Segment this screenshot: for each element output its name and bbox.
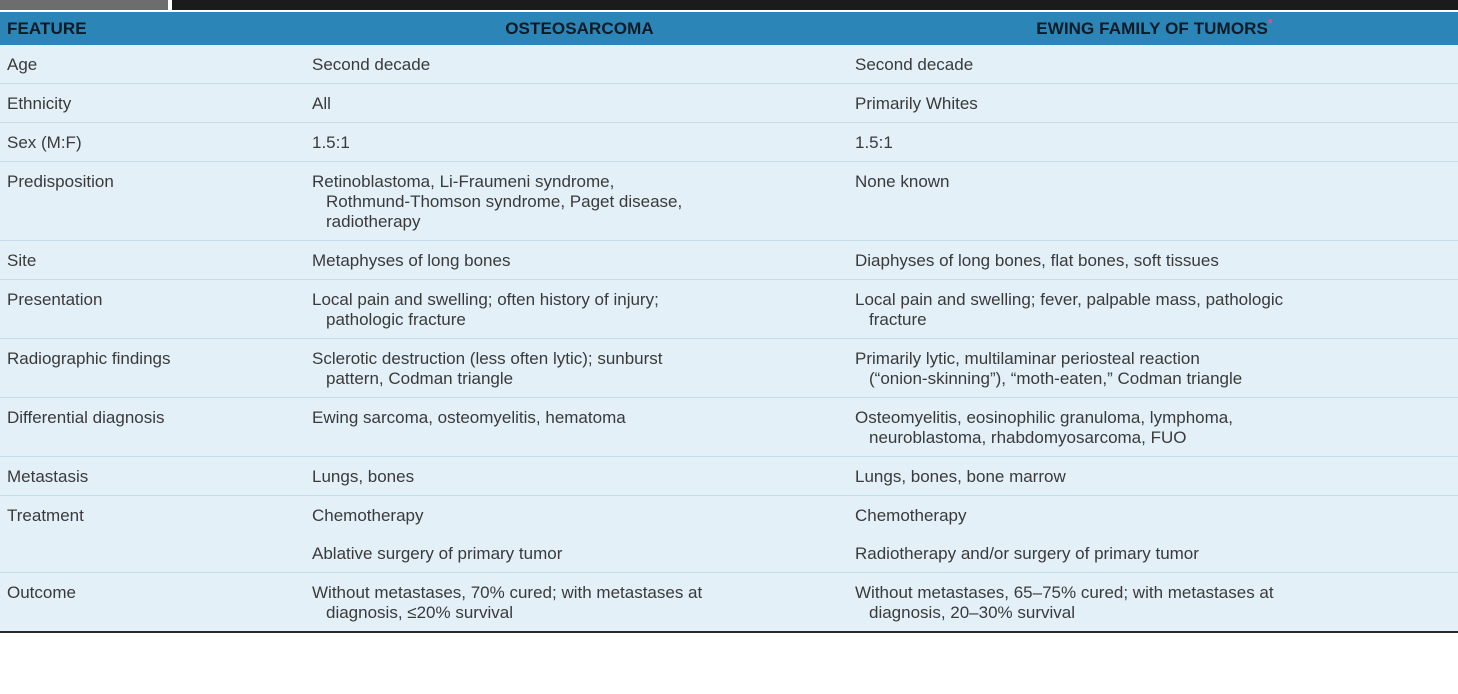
cell-text-line: pathologic fracture — [326, 310, 466, 329]
header-feature: FEATURE — [0, 12, 308, 45]
feature-cell — [0, 84, 308, 123]
osteosarcoma-cell — [308, 398, 851, 457]
feature-label: Treatment — [7, 506, 84, 525]
osteosarcoma-cell — [308, 457, 851, 496]
feature-cell — [0, 398, 308, 457]
ewing-cell — [851, 496, 1458, 535]
top-bar — [0, 0, 1458, 10]
feature-cell — [0, 123, 308, 162]
ewing-cell — [851, 84, 1458, 123]
header-row — [0, 12, 1458, 45]
ewing-cell — [851, 534, 1458, 573]
osteosarcoma-cell — [308, 123, 851, 162]
osteosarcoma-cell — [308, 573, 851, 633]
table-body — [0, 45, 1458, 632]
feature-cell — [0, 457, 308, 496]
cell-text-line: Chemotherapy — [312, 506, 424, 525]
feature-cell — [0, 573, 308, 633]
top-bar-tab — [0, 0, 172, 10]
ewing-cell — [851, 280, 1458, 339]
cell-text-line: All — [312, 94, 331, 113]
cell-text-line: Ablative surgery of primary tumor — [312, 544, 563, 563]
comparison-table — [0, 12, 1458, 633]
cell-text-line: None known — [855, 172, 950, 191]
feature-cell — [0, 45, 308, 84]
ewing-cell — [851, 457, 1458, 496]
table-row — [0, 280, 1458, 339]
table-row — [0, 573, 1458, 633]
feature-cell — [0, 339, 308, 398]
feature-label: Age — [7, 55, 38, 74]
table-row — [0, 123, 1458, 162]
cell-text-line: fracture — [869, 310, 927, 329]
table-row — [0, 84, 1458, 123]
feature-label: Sex (M:F) — [7, 133, 82, 152]
table-row — [0, 496, 1458, 535]
cell-text-line: Sclerotic destruction (less often lytic); sunburst — [312, 349, 663, 368]
cell-text-line: Chemotherapy — [855, 506, 967, 525]
ewing-cell — [851, 241, 1458, 280]
osteosarcoma-cell — [308, 45, 851, 84]
cell-text-line: 1.5:1 — [855, 133, 893, 152]
cell-text-line: 1.5:1 — [312, 133, 350, 152]
footnote-marker: * — [1267, 15, 1273, 30]
table-row — [0, 162, 1458, 241]
cell-text-line: Without metastases, 70% cured; with metastases at — [312, 583, 703, 602]
cell-text-line: Osteomyelitis, eosinophilic granuloma, lymphoma, — [855, 408, 1233, 427]
cell-text-line: radiotherapy — [326, 212, 421, 231]
feature-cell — [0, 534, 308, 573]
ewing-cell — [851, 123, 1458, 162]
table-row — [0, 241, 1458, 280]
cell-text-line: (“onion-skinning”), “moth-eaten,” Codman triangle — [869, 369, 1243, 388]
cell-text-line: Lungs, bones — [312, 467, 415, 486]
cell-text-line: Lungs, bones, bone marrow — [855, 467, 1066, 486]
ewing-cell — [851, 398, 1458, 457]
feature-label: Metastasis — [7, 467, 89, 486]
feature-label: Differential diagnosis — [7, 408, 165, 427]
cell-text-line: Retinoblastoma, Li-Fraumeni syndrome, — [312, 172, 615, 191]
cell-text-line: Without metastases, 65–75% cured; with metastases at — [855, 583, 1274, 602]
table-row — [0, 45, 1458, 84]
table-row — [0, 457, 1458, 496]
cell-text-line: Ewing sarcoma, osteomyelitis, hematoma — [312, 408, 626, 427]
feature-cell — [0, 280, 308, 339]
cell-text-line: Second decade — [855, 55, 974, 74]
table-row — [0, 398, 1458, 457]
feature-cell — [0, 496, 308, 535]
header-ewing-label: EWING FAMILY OF TUMORS — [1036, 18, 1268, 38]
cell-text-line: Local pain and swelling; often history of injury; — [312, 290, 659, 309]
cell-text-line: Rothmund-Thomson syndrome, Paget disease, — [326, 192, 683, 211]
osteosarcoma-cell — [308, 339, 851, 398]
ewing-cell — [851, 162, 1458, 241]
cell-text-line: Second decade — [312, 55, 431, 74]
osteosarcoma-cell — [308, 84, 851, 123]
header-ewing — [851, 12, 1458, 45]
cell-text-line: pattern, Codman triangle — [326, 369, 514, 388]
feature-label: Presentation — [7, 290, 103, 309]
osteosarcoma-cell — [308, 162, 851, 241]
cell-text-line: neuroblastoma, rhabdomyosarcoma, FUO — [869, 428, 1187, 447]
ewing-cell — [851, 339, 1458, 398]
ewing-cell — [851, 573, 1458, 633]
header-osteosarcoma: OSTEOSARCOMA — [308, 12, 851, 45]
osteosarcoma-cell — [308, 241, 851, 280]
ewing-cell — [851, 45, 1458, 84]
osteosarcoma-cell — [308, 496, 851, 535]
feature-label: Predisposition — [7, 172, 114, 191]
cell-text-line: Primarily Whites — [855, 94, 978, 113]
cell-text-line: Metaphyses of long bones — [312, 251, 511, 270]
cell-text-line: Radiotherapy and/or surgery of primary tumor — [855, 544, 1199, 563]
cell-text-line: diagnosis, ≤20% survival — [326, 603, 513, 622]
feature-cell — [0, 241, 308, 280]
cell-text-line: Primarily lytic, multilaminar periosteal reaction — [855, 349, 1200, 368]
table-row — [0, 339, 1458, 398]
feature-label: Ethnicity — [7, 94, 72, 113]
osteosarcoma-cell — [308, 280, 851, 339]
feature-label: Site — [7, 251, 37, 270]
cell-text-line: Diaphyses of long bones, flat bones, soft tissues — [855, 251, 1219, 270]
table-row — [0, 534, 1458, 573]
osteosarcoma-cell — [308, 534, 851, 573]
feature-cell — [0, 162, 308, 241]
feature-label: Radiographic findings — [7, 349, 171, 368]
feature-label: Outcome — [7, 583, 76, 602]
cell-text-line: Local pain and swelling; fever, palpable mass, pathologic — [855, 290, 1284, 309]
cell-text-line: diagnosis, 20–30% survival — [869, 603, 1076, 622]
